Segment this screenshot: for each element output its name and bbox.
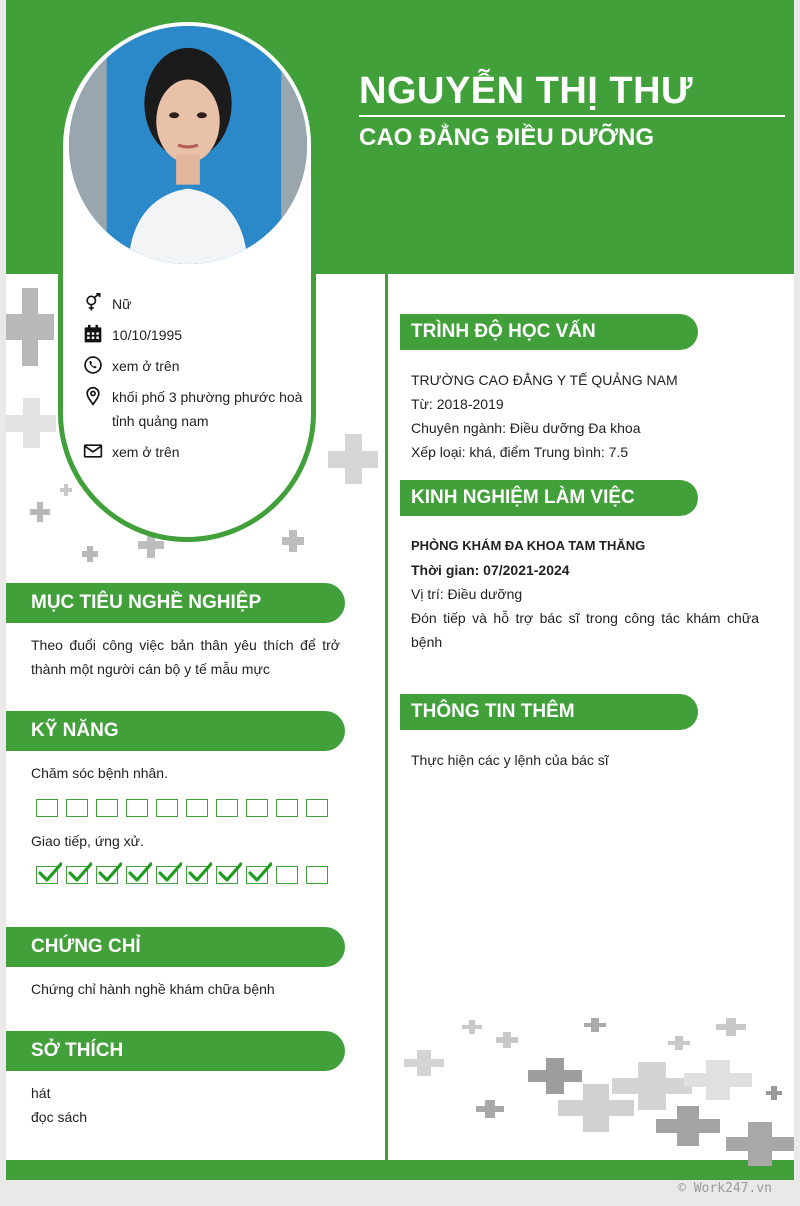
education-major: Chuyên ngành: Điều dưỡng Đa khoa xyxy=(411,420,641,436)
email-text: xem ở trên xyxy=(112,444,180,460)
birthday-text: 10/10/1995 xyxy=(112,327,183,343)
calendar-icon xyxy=(82,323,104,345)
checkmark-icon xyxy=(68,861,92,883)
experience-heading: KINH NGHIỆM LÀM VIỆC xyxy=(400,480,698,516)
education-grade: Xếp loại: khá, điểm Trung bình: 7.5 xyxy=(411,444,629,460)
skill-box-empty xyxy=(216,799,238,817)
checkmark-icon xyxy=(248,861,272,883)
skill-box-empty xyxy=(306,799,328,817)
decor-cross xyxy=(716,1018,746,1036)
decor-cross xyxy=(684,1060,752,1100)
decor-cross xyxy=(6,288,54,366)
skill-box-empty xyxy=(186,799,208,817)
skill-box-empty xyxy=(276,866,298,884)
skills-heading: KỸ NĂNG xyxy=(6,711,345,751)
skill-box-empty xyxy=(246,799,268,817)
candidate-title: CAO ĐẲNG ĐIỀU DƯỠNG xyxy=(359,124,655,151)
decor-cross xyxy=(668,1036,690,1050)
phone-row xyxy=(82,354,312,378)
decor-cross xyxy=(584,1018,606,1032)
profile-photo xyxy=(65,22,311,268)
footer-band xyxy=(6,1160,794,1180)
decor-cross xyxy=(6,398,56,448)
checkmark-icon xyxy=(128,861,152,883)
objective-heading: MỤC TIÊU NGHỀ NGHIỆP xyxy=(6,583,345,623)
address-text: khối phố 3 phường phước hoà tỉnh quảng nam xyxy=(112,389,303,429)
skill-box-checked xyxy=(186,866,208,884)
hobbies-heading: SỞ THÍCH xyxy=(6,1031,345,1071)
experience-position: Vị trí: Điều dưỡng xyxy=(411,586,523,602)
skill-box-empty xyxy=(66,799,88,817)
skill-box-checked xyxy=(36,866,58,884)
education-school: TRƯỜNG CAO ĐẲNG Y TẾ QUẢNG NAM xyxy=(411,372,678,388)
hobby-item: đọc sách xyxy=(31,1109,88,1125)
education-heading: TRÌNH ĐỘ HỌC VẤN xyxy=(400,314,698,350)
skill-box-checked xyxy=(66,866,88,884)
experience-description: Đón tiếp và hỗ trợ bác sĩ trong công tác khám chữa bệnh xyxy=(411,610,759,650)
skill-box-checked xyxy=(216,866,238,884)
decor-cross xyxy=(462,1020,482,1034)
decor-cross xyxy=(766,1086,782,1100)
skill-box-empty xyxy=(36,799,58,817)
decor-cross xyxy=(612,1062,692,1110)
skill-box-checked xyxy=(246,866,268,884)
column-divider xyxy=(385,274,388,1160)
skill-label-2: Giao tiếp, ứng xử. xyxy=(31,833,144,849)
skill-rating-1 xyxy=(36,799,336,817)
skill-box-empty xyxy=(126,799,148,817)
skill-rating-2 xyxy=(36,866,336,884)
skill-box-empty xyxy=(96,799,118,817)
contact-info xyxy=(82,292,312,471)
email-icon xyxy=(82,440,104,462)
certificates-heading: CHỨNG CHỈ xyxy=(6,927,345,967)
candidate-name: NGUYỄN THỊ THƯ xyxy=(359,70,785,117)
decor-cross xyxy=(30,502,50,522)
decor-cross xyxy=(496,1032,518,1048)
experience-time: Thời gian: 07/2021-2024 xyxy=(411,562,570,578)
experience-company: PHÒNG KHÁM ĐA KHOA TAM THĂNG xyxy=(411,538,646,553)
education-period: Từ: 2018-2019 xyxy=(411,396,504,412)
gender-text: Nữ xyxy=(112,296,132,312)
decor-cross xyxy=(82,546,98,562)
phone-text: xem ở trên xyxy=(112,358,180,374)
gender-row xyxy=(82,292,312,316)
decor-cross xyxy=(60,484,72,496)
address-row xyxy=(82,385,312,433)
checkmark-icon xyxy=(218,861,242,883)
gender-icon xyxy=(82,292,104,314)
decor-cross xyxy=(656,1106,720,1146)
skill-box-checked xyxy=(126,866,148,884)
objective-text: Theo đuổi công việc bản thân yêu thích để trở thành một người cán bộ y tế mẫu mực xyxy=(31,637,340,677)
skill-box-empty xyxy=(306,866,328,884)
watermark: © Work247.vn xyxy=(678,1181,772,1196)
checkmark-icon xyxy=(188,861,212,883)
decor-cross xyxy=(404,1050,444,1076)
location-icon xyxy=(82,385,104,407)
hobby-item: hát xyxy=(31,1085,51,1101)
checkmark-icon xyxy=(38,861,62,883)
skill-label-1: Chăm sóc bệnh nhân. xyxy=(31,765,168,781)
birthday-row xyxy=(82,323,312,347)
phone-icon xyxy=(82,354,104,376)
decor-cross xyxy=(282,530,304,552)
cv-page xyxy=(6,0,794,1180)
skill-box-checked xyxy=(96,866,118,884)
certificate-text: Chứng chỉ hành nghề khám chữa bệnh xyxy=(31,981,275,997)
checkmark-icon xyxy=(98,861,122,883)
checkmark-icon xyxy=(158,861,182,883)
skill-box-empty xyxy=(156,799,178,817)
additional-heading: THÔNG TIN THÊM xyxy=(400,694,698,730)
decor-cross xyxy=(328,434,378,484)
decor-cross xyxy=(726,1122,794,1166)
decor-cross xyxy=(476,1100,504,1118)
email-row xyxy=(82,440,312,464)
skill-box-empty xyxy=(276,799,298,817)
skill-box-checked xyxy=(156,866,178,884)
additional-text: Thực hiện các y lệnh của bác sĩ xyxy=(411,752,609,768)
